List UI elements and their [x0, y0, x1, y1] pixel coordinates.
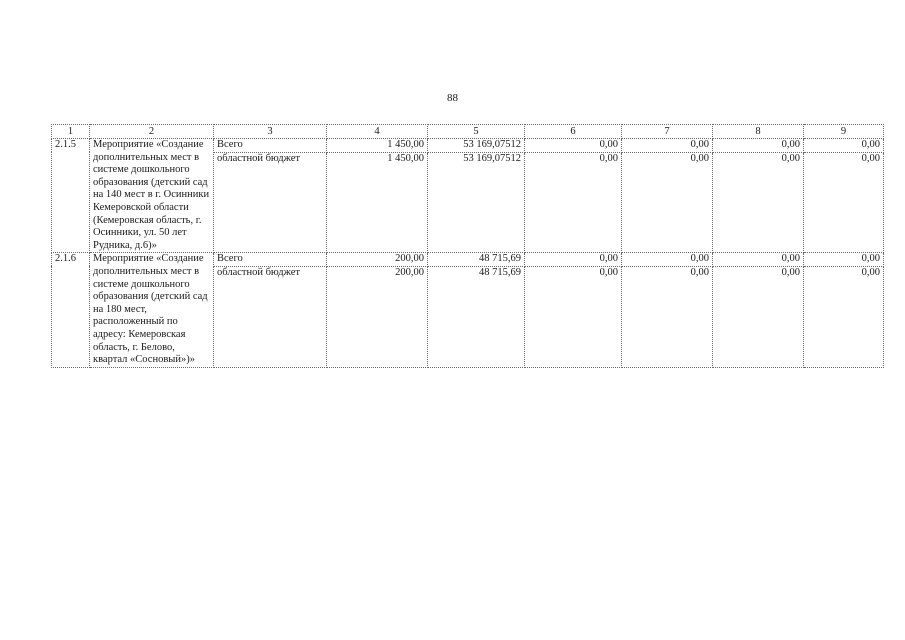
header-cell: 2 — [90, 125, 214, 139]
event-description: Мероприятие «Создание дополнительных мест в системе дошкольного образования (детский сад на 180 мест, расположенный по адресу: Кемеровская область, г. Белово, квартал «Сосновый»)» — [90, 253, 214, 367]
value-cell: 0,00 — [525, 152, 622, 253]
value-cell: 48 715,69 — [428, 266, 525, 367]
funding-source: областной бюджет — [214, 152, 327, 253]
value-cell: 0,00 — [622, 266, 713, 367]
event-code: 2.1.5 — [52, 139, 90, 253]
value-cell: 0,00 — [622, 253, 713, 267]
event-description: Мероприятие «Создание дополнительных мест в системе дошкольного образования (детский сад на 140 мест в г. Осинники Кемеровской области (Кемеровская область, г. Осинники, ул. 50 лет Рудника, д.6)» — [90, 139, 214, 253]
table-row — [52, 253, 884, 267]
value-cell: 0,00 — [804, 139, 884, 153]
value-cell: 48 715,69 — [428, 253, 525, 267]
header-cell: 8 — [713, 125, 804, 139]
value-cell: 0,00 — [804, 253, 884, 267]
value-cell: 200,00 — [327, 253, 428, 267]
value-cell: 53 169,07512 — [428, 152, 525, 253]
funding-source: Всего — [214, 139, 327, 153]
header-cell: 4 — [327, 125, 428, 139]
value-cell: 0,00 — [713, 152, 804, 253]
value-cell: 0,00 — [525, 266, 622, 367]
value-cell: 53 169,07512 — [428, 139, 525, 153]
header-cell: 7 — [622, 125, 713, 139]
funding-source: областной бюджет — [214, 266, 327, 367]
header-cell: 3 — [214, 125, 327, 139]
value-cell: 0,00 — [804, 266, 884, 367]
funding-source: Всего — [214, 253, 327, 267]
event-code: 2.1.6 — [52, 253, 90, 367]
value-cell: 0,00 — [622, 152, 713, 253]
budget-table — [51, 124, 884, 368]
page-number: 88 — [447, 92, 458, 104]
header-cell: 6 — [525, 125, 622, 139]
value-cell: 1 450,00 — [327, 152, 428, 253]
header-row — [52, 125, 884, 139]
value-cell: 200,00 — [327, 266, 428, 367]
header-cell: 5 — [428, 125, 525, 139]
header-cell: 1 — [52, 125, 90, 139]
value-cell: 0,00 — [525, 139, 622, 153]
value-cell: 0,00 — [713, 139, 804, 153]
value-cell: 0,00 — [804, 152, 884, 253]
value-cell: 0,00 — [622, 139, 713, 153]
value-cell: 1 450,00 — [327, 139, 428, 153]
table-row — [52, 139, 884, 153]
value-cell: 0,00 — [525, 253, 622, 267]
value-cell: 0,00 — [713, 266, 804, 367]
value-cell: 0,00 — [713, 253, 804, 267]
header-cell: 9 — [804, 125, 884, 139]
